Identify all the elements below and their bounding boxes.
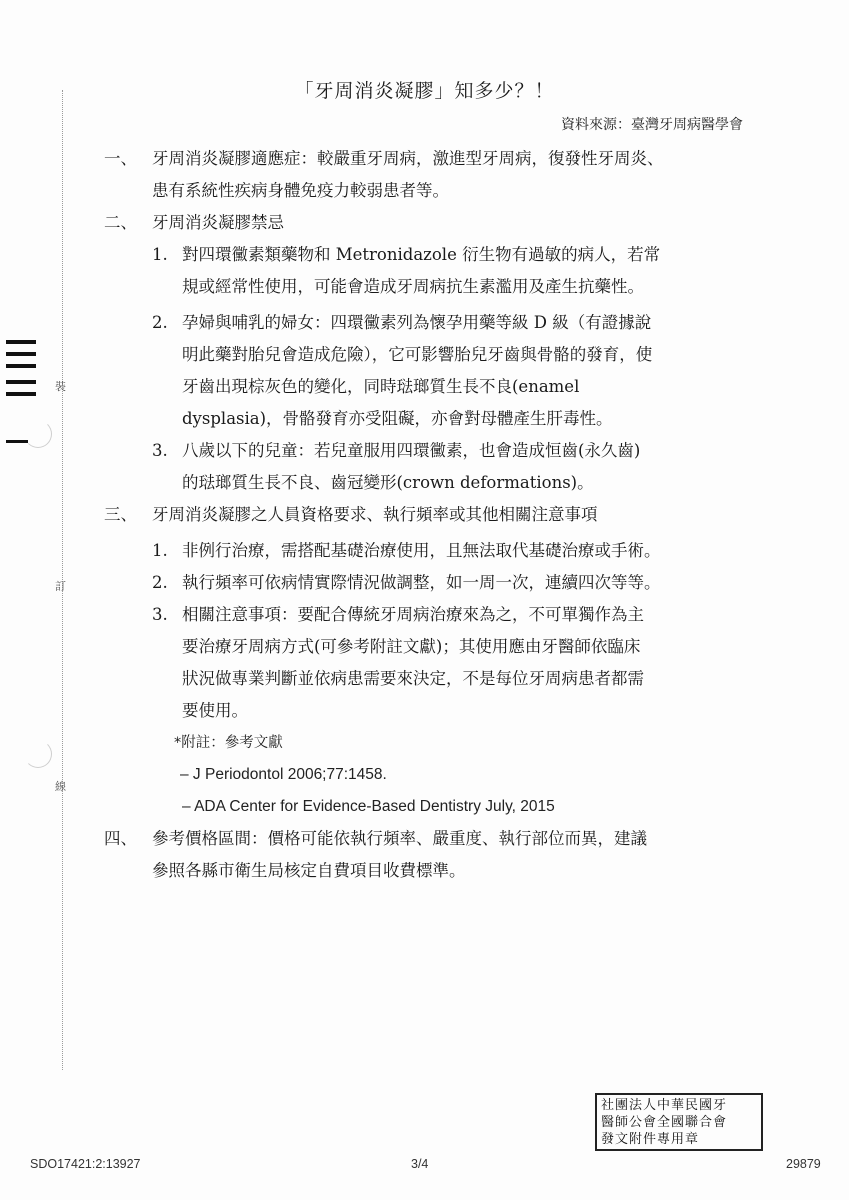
binding-char-ding: 訂 xyxy=(55,580,66,593)
section-heading: 牙周消炎凝膠之人員資格要求、執行頻率或其他相關注意事項 xyxy=(152,505,598,524)
stamp-line: 醫師公會全國聯合會 xyxy=(601,1115,728,1130)
item-text: 規或經常性使用，可能會造成牙周病抗生素濫用及產生抗藥性。 xyxy=(182,277,644,296)
stamp-line: 社團法人中華民國牙 xyxy=(601,1098,728,1113)
punch-hole-mark xyxy=(24,420,52,448)
official-stamp xyxy=(595,1093,763,1151)
section-number: 三、 xyxy=(104,505,137,524)
section-number: 一、 xyxy=(104,149,137,168)
item-number: 2. xyxy=(152,313,168,332)
item-number: 3. xyxy=(152,441,168,460)
footer-document-code: SDO17421:2:13927 xyxy=(30,1157,141,1171)
item-text: 牙齒出現棕灰色的變化，同時琺瑯質生長不良(enamel xyxy=(182,377,580,396)
binding-char-xian: 線 xyxy=(55,780,66,793)
footer-page-number: 3/4 xyxy=(411,1157,429,1171)
footer-serial-number: 29879 xyxy=(786,1157,821,1171)
bar-mark xyxy=(6,340,36,344)
document-source: 資料來源：臺灣牙周病醫學會 xyxy=(561,117,743,133)
item-text: 非例行治療，需搭配基礎治療使用，且無法取代基礎治療或手術。 xyxy=(182,541,661,560)
reference-item: – J Periodontol 2006;77:1458. xyxy=(180,766,387,783)
item-text: 對四環黴素類藥物和 Metronidazole 衍生物有過敏的病人，若常 xyxy=(182,245,661,264)
section-text: 患有系統性疾病身體免疫力較弱患者等。 xyxy=(152,181,449,200)
item-text: 孕婦與哺乳的婦女：四環黴素列為懷孕用藥等級 D 級（有證據說 xyxy=(182,313,652,332)
item-text: 的琺瑯質生長不良、齒冠變形(crown deformations)。 xyxy=(182,473,594,492)
section-text: 牙周消炎凝膠適應症：較嚴重牙周病，激進型牙周病，復發性牙周炎、 xyxy=(152,149,664,168)
section-number: 二、 xyxy=(104,213,137,232)
item-text: 八歲以下的兒童：若兒童服用四環黴素，也會造成恒齒(永久齒) xyxy=(182,441,641,460)
bar-mark xyxy=(6,380,36,384)
section-heading: 牙周消炎凝膠禁忌 xyxy=(152,213,284,232)
item-text: 狀況做專業判斷並依病患需要來決定，不是每位牙周病患者都需 xyxy=(182,669,644,688)
item-number: 1. xyxy=(152,541,168,560)
bar-mark xyxy=(6,392,36,396)
section-number: 四、 xyxy=(104,829,137,848)
section-text: 參照各縣市衛生局核定自費項目收費標準。 xyxy=(152,861,466,880)
item-text: 執行頻率可依病情實際情況做調整，如一周一次，連續四次等等。 xyxy=(182,573,661,592)
item-number: 3. xyxy=(152,605,168,624)
bar-mark xyxy=(6,364,36,368)
item-number: 1. xyxy=(152,245,168,264)
reference-item: – ADA Center for Evidence-Based Dentistry July, 2015 xyxy=(182,798,555,815)
bar-mark xyxy=(6,352,36,356)
binding-char-zhuang: 裝 xyxy=(55,380,66,393)
item-text: 要治療牙周病方式(可參考附註文獻)；其使用應由牙醫師依臨床 xyxy=(182,637,641,656)
item-text: 明此藥對胎兒會造成危險），它可影響胎兒牙齒與骨骼的發育，使 xyxy=(182,345,653,364)
reference-note: *附註：參考文獻 xyxy=(174,735,283,751)
item-text: dysplasia)，骨骼發育亦受阻礙，亦會對母體產生肝毒性。 xyxy=(182,409,613,428)
item-number: 2. xyxy=(152,573,168,592)
punch-hole-mark xyxy=(24,740,52,768)
item-text: 相關注意事項：要配合傳統牙周病治療來為之，不可單獨作為主 xyxy=(182,605,644,624)
section-text: 參考價格區間：價格可能依執行頻率、嚴重度、執行部位而異，建議 xyxy=(152,829,647,848)
item-text: 要使用。 xyxy=(182,701,248,720)
document-title: 「牙周消炎凝膠」知多少？！ xyxy=(294,80,555,102)
stamp-line: 發文附件專用章 xyxy=(601,1132,700,1147)
